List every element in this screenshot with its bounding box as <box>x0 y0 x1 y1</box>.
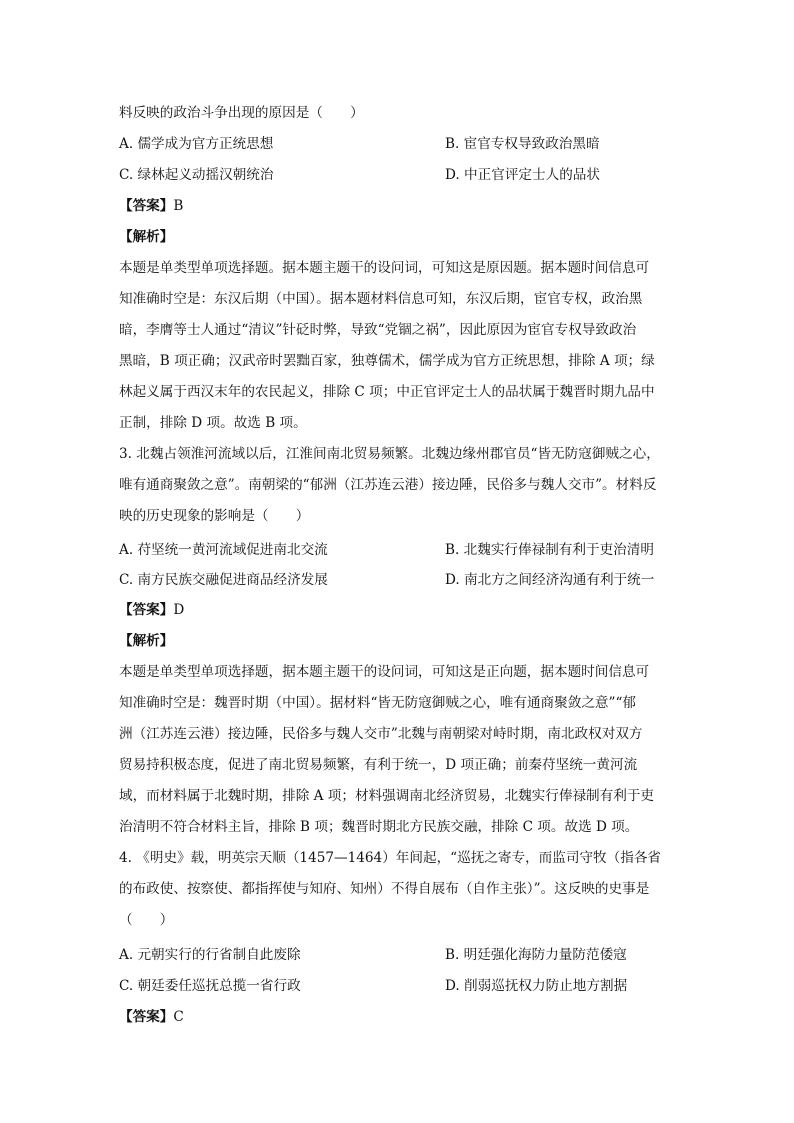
analysis-line: 治清明不符合材料主旨，排除 B 项；魏晋时期北方民族交融，排除 C 项。故选 D 项。 <box>119 819 639 835</box>
question-2-stem: 料反映的政治斗争出现的原因是（ ） <box>119 105 364 121</box>
option-c: C. 朝廷委任巡抚总揽一省行政 <box>119 978 301 994</box>
question-3-stem: 3. 北魏占领淮河流域以后，江淮间南北贸易频繁。北魏边缘州郡官员“皆无防寇御贼之心， <box>119 446 660 462</box>
question-4-stem: 的布政使、按察使、都指挥使与知府、知州）不得自展布（自作主张）”。这反映的史事是 <box>119 881 650 897</box>
answer <box>119 601 184 619</box>
analysis-line: 洲（江苏连云港）接边陲，民俗多与魏人交市”北魏与南朝梁对峙时期，南北政权对双方 <box>119 726 643 742</box>
answer-value: C <box>173 1009 184 1025</box>
question-4-stem: （ ） <box>119 912 174 928</box>
answer-value: D <box>173 602 185 618</box>
option-b: B. 宦官专权导致政治黑暗 <box>445 136 600 152</box>
answer-value: B <box>173 198 184 214</box>
analysis-line: 林起义属于西汉末年的农民起义，排除 C 项；中正官评定士人的品状属于魏晋时期九品中 <box>119 384 655 400</box>
analysis-line: 域，而材料属于北魏时期，排除 A 项；材料强调南北经济贸易，北魏实行俸禄制有利于吏 <box>119 788 655 804</box>
analysis-line: 暗，李膺等士人通过“清议”针砭时弊，导致“党锢之祸”，因此原因为宦官专权导致政治 <box>119 322 637 338</box>
analysis-line: 知准确时空是：东汉后期（中国）。据本题材料信息可知，东汉后期，宦官专权，政治黑 <box>119 291 643 307</box>
analysis-line: 知准确时空是：魏晋时期（中国）。据材料“皆无防寇御贼之心，唯有通商聚敛之意”“郁 <box>119 695 637 711</box>
analysis-line: 贸易持积极态度，促进了南北贸易频繁，有利于统一，D 项正确；前秦苻坚统一黄河流 <box>119 757 638 773</box>
analysis-line: 本题是单类型单项选择题，据本题主题干的设问词，可知这是正向题，据本题时间信息可 <box>119 664 650 680</box>
question-3-stem: 唯有通商聚敛之意”。南朝梁的“郁洲（江苏连云港）接边陲，民俗多与魏人交市”。材料反 <box>119 477 657 493</box>
option-d: D. 中正官评定士人的品状 <box>445 167 600 183</box>
option-c: C. 南方民族交融促进商品经济发展 <box>119 572 328 588</box>
answer-label: 【答案】 <box>119 602 174 618</box>
question-3-stem: 映的历史现象的影响是（ ） <box>119 508 310 524</box>
option-d: D. 南北方之间经济沟通有利于统一 <box>445 572 655 588</box>
answer-label: 【答案】 <box>119 1009 174 1025</box>
answer <box>119 1008 184 1026</box>
question-4-stem: 4. 《明史》载，明英宗天顺（1457—1464）年间起，“巡抚之寄专，而监司守牧（指各省 <box>119 850 662 866</box>
analysis-line: 黑暗，B 项正确；汉武帝时罢黜百家，独尊儒术，儒学成为官方正统思想，排除 A 项；绿 <box>119 353 655 369</box>
analysis-label: 【解析】 <box>119 633 174 649</box>
option-d: D. 削弱巡抚权力防止地方割据 <box>445 978 628 994</box>
option-a: A. 儒学成为官方正统思想 <box>119 136 274 152</box>
analysis-line: 本题是单类型单项选择题。据本题主题干的设问词，可知这是原因题。据本题时间信息可 <box>119 260 650 276</box>
option-c: C. 绿林起义动摇汉朝统治 <box>119 167 274 183</box>
option-b: B. 明廷强化海防力量防范倭寇 <box>445 947 627 963</box>
analysis-label: 【解析】 <box>119 229 174 245</box>
option-a: A. 元朝实行的行省制自此废除 <box>119 947 301 963</box>
answer <box>119 197 183 215</box>
analysis-line: 正制，排除 D 项。故选 B 项。 <box>119 415 307 431</box>
option-a: A. 苻坚统一黄河流域促进南北交流 <box>119 542 328 558</box>
answer-label: 【答案】 <box>119 198 174 214</box>
option-b: B. 北魏实行俸禄制有利于吏治清明 <box>445 542 654 558</box>
